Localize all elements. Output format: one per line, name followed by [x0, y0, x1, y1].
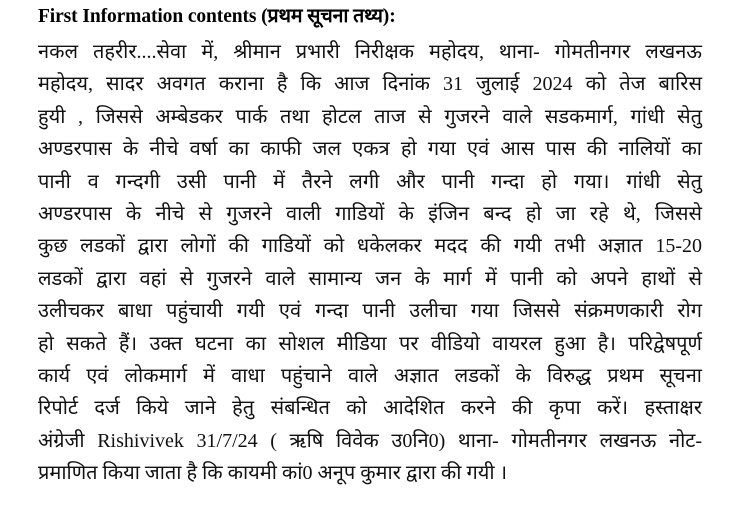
fir-text-line: हो सकते हैं। उक्त घटना का सोशल मीडिया पर वीडियो वायरल हुआ है। परिद्वेषपूर्ण	[38, 332, 702, 355]
fir-text-line: अण्डरपास के नीचे वर्षा का काफी जल एकत्र हो गया एवं आस पास की नालियों का	[38, 138, 702, 161]
page-title: First Information contents (प्रथम सूचना तथ्य):	[38, 6, 396, 27]
fir-text-line: अंग्रेजी Rishivivek 31/7/24 ( ऋषि विवेक उ0नि0) थाना- गोमतीनगर लखनऊ नोट-	[38, 429, 702, 452]
fir-text-line: प्रमाणित किया जाता है कि कायमी कां0 अनूप कुमार द्वारा की गयी ।	[38, 462, 508, 485]
fir-text-line: लडकों द्वारा वहां से गुजरने वाले सामान्य जन के मार्ग में पानी को अपने हाथों से	[38, 267, 702, 290]
fir-text-line: महोदय, सादर अवगत कराना है कि आज दिनांक 31 जुलाई 2024 को तेज बारिस	[38, 73, 702, 96]
fir-body-text	[38, 36, 702, 489]
fir-text-line: उलीचकर बाधा पहुंचायी गयी एवं गन्दा पानी उलीचा गया जिससे संक्रमणकारी रोग	[38, 300, 702, 323]
fir-text-line: अण्डरपास के नीचे से गुजरने वाली गाडियों के इंजिन बन्द हो जा रहे थे, जिससे	[38, 202, 702, 225]
fir-text-line: कुछ लडकों द्वारा लोगों की गाडियों को धकेलकर मदद की गयी तभी अज्ञात 15-20	[38, 235, 702, 258]
fir-text-line: नकल तहरीर....सेवा में, श्रीमान प्रभारी निरीक्षक महोदय, थाना- गोमतीनगर लखनऊ	[38, 41, 702, 63]
fir-text-line: हुयी , जिससे अम्बेडकर पार्क तथा होटल ताज से गुजरने वाले सडकमार्ग, गांधी सेतु	[38, 105, 702, 128]
fir-text-line: कार्य एवं लोकमार्ग में वाधा पहुंचाने वाले अज्ञात लडकों के विरुद्ध प्रथम सूचना	[38, 364, 702, 387]
fir-text-line: रिपोर्ट दर्ज किये जाने हेतु संबन्धित को आदेशित करने की कृपा करें। हस्ताक्षर	[38, 397, 702, 420]
fir-text-line: पानी व गन्दगी उसी पानी में तैरने लगी और पानी गन्दा हो गया। गांधी सेतु	[38, 170, 702, 193]
